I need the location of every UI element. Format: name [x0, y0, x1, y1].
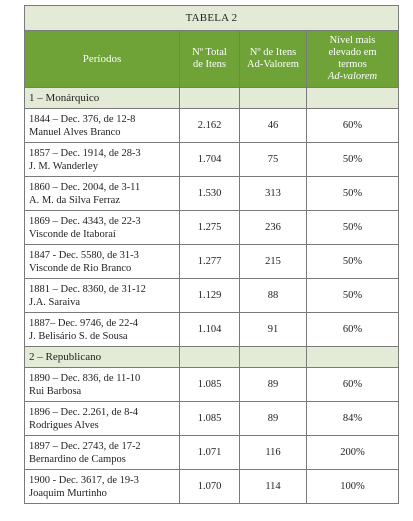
cell-periodo [25, 368, 180, 402]
cell-itens-ad-valorem: 116 [240, 436, 307, 470]
header-advalorem-line1: Nº de Itens [249, 47, 297, 58]
periodo-decree: 1860 – Dec. 2004, de 3-11 [29, 181, 141, 193]
table-caption: TABELA 2 [25, 6, 399, 31]
table-row [25, 211, 399, 245]
periodo-decree: 1881 – Dec. 8360, de 31-12 [29, 283, 146, 295]
section-empty-cell [240, 347, 307, 368]
cell-itens-ad-valorem: 89 [240, 402, 307, 436]
cell-nivel: 84% [307, 402, 399, 436]
cell-total-itens: 1.071 [180, 436, 240, 470]
header-advalorem-line2: Ad-Valorem [247, 59, 299, 70]
cell-itens-ad-valorem: 313 [240, 177, 307, 211]
cell-periodo [25, 279, 180, 313]
header-row [25, 31, 399, 88]
periodo-minister: Visconde de Itaboraí [29, 228, 116, 240]
periodo-decree: 1897 – Dec. 2743, de 17-2 [29, 440, 141, 452]
header-nivel-line4: Ad-valorem [327, 71, 378, 82]
cell-total-itens: 1.085 [180, 368, 240, 402]
cell-periodo [25, 313, 180, 347]
cell-itens-ad-valorem: 75 [240, 143, 307, 177]
section-empty-cell [307, 88, 399, 109]
periodo-minister: Bernardino de Campos [29, 453, 126, 465]
periodo-decree: 1869 – Dec. 4343, de 22-3 [29, 215, 141, 227]
cell-periodo [25, 143, 180, 177]
header-itens-ad-valorem [240, 31, 307, 88]
cell-nivel: 60% [307, 313, 399, 347]
periodo-decree: 1847 - Dec. 5580, de 31-3 [29, 249, 139, 261]
table-row [25, 279, 399, 313]
section-empty-cell [307, 347, 399, 368]
cell-itens-ad-valorem: 46 [240, 109, 307, 143]
cell-periodo [25, 436, 180, 470]
header-periodos: Períodos [25, 31, 180, 88]
header-total-line1: Nº Total [192, 47, 227, 58]
section-empty-cell [180, 88, 240, 109]
cell-total-itens: 1.530 [180, 177, 240, 211]
periodo-decree: 1896 – Dec. 2.261, de 8-4 [29, 406, 139, 418]
data-table [24, 5, 399, 504]
cell-nivel: 100% [307, 470, 399, 504]
periodo-decree: 1900 - Dec. 3617, de 19-3 [29, 474, 139, 486]
section-label: 2 – Republicano [25, 347, 180, 368]
table-row [25, 245, 399, 279]
cell-itens-ad-valorem: 91 [240, 313, 307, 347]
cell-periodo [25, 402, 180, 436]
periodo-decree: 1890 – Dec. 836, de 11-10 [29, 372, 141, 384]
header-nivel-line3: termos [338, 59, 367, 70]
section-row [25, 88, 399, 109]
cell-nivel: 60% [307, 368, 399, 402]
cell-total-itens: 1.704 [180, 143, 240, 177]
table-row [25, 368, 399, 402]
cell-nivel: 50% [307, 211, 399, 245]
cell-total-itens: 1.277 [180, 245, 240, 279]
periodo-minister: Joaquim Murtinho [29, 487, 107, 499]
periodo-minister: A. M. da Silva Ferraz [29, 194, 120, 206]
cell-total-itens: 1.275 [180, 211, 240, 245]
periodo-minister: Visconde de Rio Branco [29, 262, 132, 274]
periodo-minister: Rodrigues Alves [29, 419, 99, 431]
cell-nivel: 60% [307, 109, 399, 143]
cell-periodo [25, 211, 180, 245]
cell-total-itens: 1.085 [180, 402, 240, 436]
cell-nivel: 200% [307, 436, 399, 470]
section-label: 1 – Monárquico [25, 88, 180, 109]
table-row [25, 313, 399, 347]
cell-nivel: 50% [307, 143, 399, 177]
periodo-decree: 1844 – Dec. 376, de 12-8 [29, 113, 136, 125]
section-empty-cell [180, 347, 240, 368]
cell-nivel: 50% [307, 245, 399, 279]
table-row [25, 470, 399, 504]
periodo-minister: Manuel Alves Branco [29, 126, 121, 138]
cell-total-itens: 1.129 [180, 279, 240, 313]
header-total-itens [180, 31, 240, 88]
cell-periodo [25, 470, 180, 504]
cell-periodo [25, 245, 180, 279]
periodo-decree: 1887– Dec. 9746, de 22-4 [29, 317, 139, 329]
cell-total-itens: 2.162 [180, 109, 240, 143]
periodo-minister: J. M. Wanderley [29, 160, 98, 172]
table-row [25, 436, 399, 470]
cell-periodo [25, 109, 180, 143]
cell-nivel: 50% [307, 177, 399, 211]
table-row [25, 143, 399, 177]
cell-itens-ad-valorem: 88 [240, 279, 307, 313]
table-row [25, 402, 399, 436]
cell-itens-ad-valorem: 89 [240, 368, 307, 402]
periodo-minister: Rui Barbosa [29, 385, 82, 397]
tabela-2 [24, 5, 398, 504]
cell-itens-ad-valorem: 114 [240, 470, 307, 504]
periodo-decree: 1857 – Dec. 1914, de 28-3 [29, 147, 141, 159]
cell-itens-ad-valorem: 215 [240, 245, 307, 279]
cell-nivel: 50% [307, 279, 399, 313]
header-nivel-line1: Nível mais [329, 35, 376, 46]
cell-total-itens: 1.104 [180, 313, 240, 347]
periodo-minister: J.A. Saraiva [29, 296, 81, 308]
section-empty-cell [240, 88, 307, 109]
header-nivel-mais-elevado [307, 31, 399, 88]
table-row [25, 177, 399, 211]
cell-periodo [25, 177, 180, 211]
cell-total-itens: 1.070 [180, 470, 240, 504]
cell-itens-ad-valorem: 236 [240, 211, 307, 245]
header-total-line2: de Itens [193, 59, 226, 70]
section-row [25, 347, 399, 368]
periodo-minister: J. Belisário S. de Sousa [29, 330, 128, 342]
table-row [25, 109, 399, 143]
header-nivel-line2: elevado em [328, 47, 377, 58]
